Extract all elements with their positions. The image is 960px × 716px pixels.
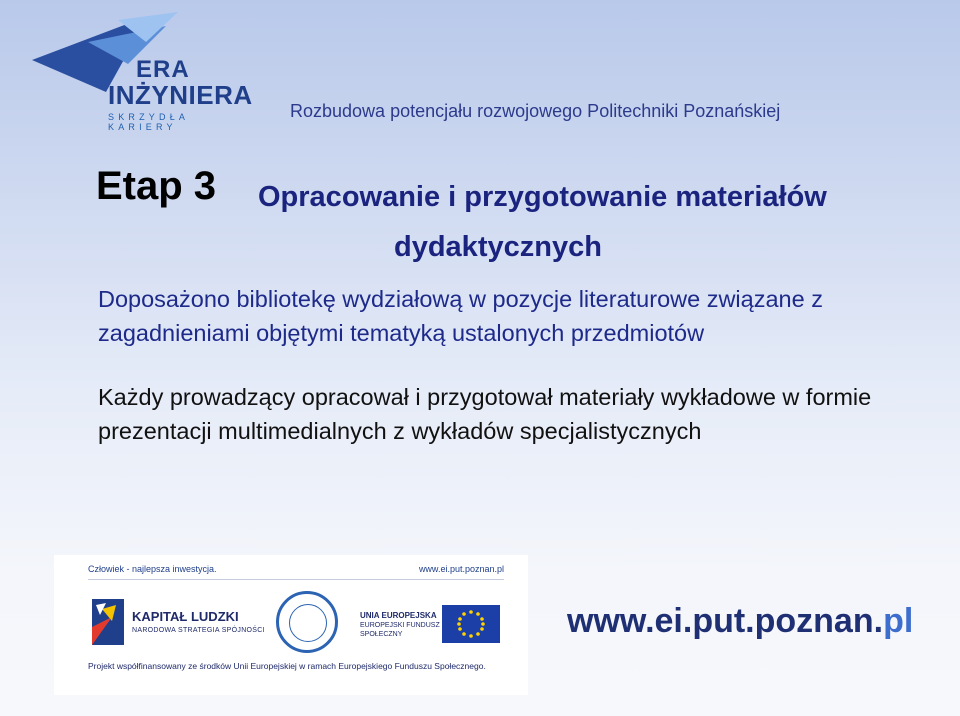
stage-label: Etap 3 <box>96 164 217 208</box>
footer-divider <box>88 579 504 580</box>
funding-logos-panel <box>54 555 528 695</box>
paragraph-library: Doposażono bibliotekę wydziałową w pozycje literaturowe związane z zagadnieniami objętymi tematyką ustalonych przedmiotów <box>98 286 823 346</box>
eu-flag-icon <box>442 605 500 643</box>
website-url-suffix: pl <box>883 602 914 640</box>
stage-title-line2: dydaktycznych <box>394 231 602 263</box>
stage-title <box>258 172 898 272</box>
eu-subtitle: EUROPEJSKI FUNDUSZ SPOŁECZNY <box>360 622 440 638</box>
footer-slogan: Człowiek - najlepsza inwestycja. <box>88 564 217 574</box>
website-url[interactable] <box>567 602 913 641</box>
logo-era-text: ERA <box>136 56 190 83</box>
logo-inzyniera-text: INŻYNIERA <box>108 80 253 110</box>
politechnika-seal-icon <box>276 591 338 653</box>
header-title: Rozbudowa potencjału rozwojowego Politechniki Poznańskiej <box>290 101 781 121</box>
footer-panel-url: www.ei.put.poznan.pl <box>418 564 504 574</box>
kapital-ludzki-logo-icon <box>92 599 124 645</box>
era-inzyniera-logo <box>28 12 258 132</box>
stage-title-line1: Opracowanie i przygotowanie materiałów <box>258 181 827 213</box>
eu-title: UNIA EUROPEJSKA <box>360 611 437 620</box>
paragraph-materials: Każdy prowadzący opracował i przygotował materiały wykładowe w formie prezentacji multimedialnych z wykładów specjalistycznych <box>98 384 872 444</box>
website-url-main: www.ei.put.poznan. <box>567 602 884 640</box>
cofinancing-note: Projekt współfinansowany ze środków Unii Europejskiej w ramach Europejskiego Funduszu Społecznego. <box>88 661 486 671</box>
kapital-ludzki-subtitle: NARODOWA STRATEGIA SPÓJNOŚCI <box>132 627 265 634</box>
logo-tagline: SKRZYDŁA KARIERY <box>108 112 189 132</box>
kapital-ludzki-title: KAPITAŁ LUDZKI <box>132 609 239 624</box>
seal-inner-ring <box>289 604 327 642</box>
